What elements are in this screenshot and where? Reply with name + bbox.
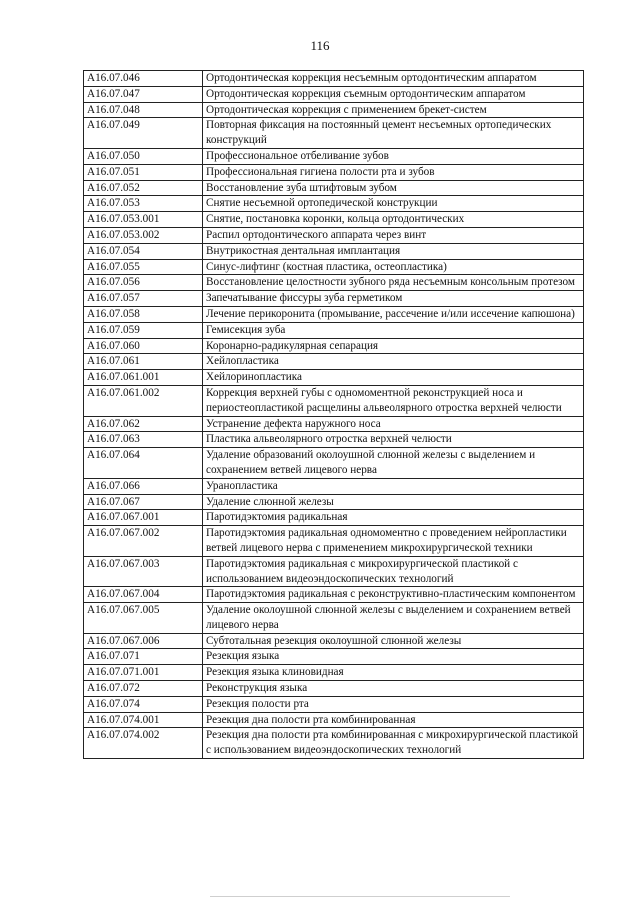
procedure-code: A16.07.049: [84, 118, 203, 149]
procedure-code: A16.07.067.001: [84, 510, 203, 526]
procedure-code: A16.07.059: [84, 322, 203, 338]
procedure-code: A16.07.061.001: [84, 370, 203, 386]
procedure-name: Резекция языка: [203, 649, 584, 665]
procedure-name: Паротидэктомия радикальная с реконструктивно-пластическим компонентом: [203, 587, 584, 603]
procedure-name: Хейлопластика: [203, 354, 584, 370]
procedure-code-table: [83, 70, 584, 759]
procedure-name: Синус-лифтинг (костная пластика, остеопластика): [203, 259, 584, 275]
procedure-code: A16.07.074.002: [84, 728, 203, 759]
procedure-code: A16.07.067.005: [84, 603, 203, 634]
table-row: [84, 603, 584, 634]
procedure-code: A16.07.063: [84, 432, 203, 448]
table-row: [84, 338, 584, 354]
procedure-code: A16.07.074: [84, 696, 203, 712]
table-body: [84, 71, 584, 759]
procedure-code: A16.07.050: [84, 148, 203, 164]
page-bottom-edge: [210, 896, 510, 900]
procedure-code: A16.07.067.006: [84, 633, 203, 649]
table-row: [84, 180, 584, 196]
procedure-code: A16.07.067.003: [84, 556, 203, 587]
procedure-name: Распил ортодонтического аппарата через винт: [203, 227, 584, 243]
table-row: [84, 259, 584, 275]
procedure-code: A16.07.047: [84, 86, 203, 102]
procedure-name: Хейлоринопластика: [203, 370, 584, 386]
table-row: [84, 649, 584, 665]
procedure-name: Удаление образований околоушной слюнной железы с выделением и сохранением ветвей лицевого нерва: [203, 448, 584, 479]
table-row: [84, 275, 584, 291]
procedure-name: Ортодонтическая коррекция съемным ортодонтическим аппаратом: [203, 86, 584, 102]
procedure-name: Паротидэктомия радикальная одномоментно с проведением нейропластики ветвей лицевого нерва с применением микрохирургической техники: [203, 526, 584, 557]
procedure-code: A16.07.054: [84, 243, 203, 259]
procedure-code: A16.07.066: [84, 478, 203, 494]
table-row: [84, 86, 584, 102]
procedure-name: Резекция языка клиновидная: [203, 665, 584, 681]
procedure-name: Повторная фиксация на постоянный цемент несъемных ортопедических конструкций: [203, 118, 584, 149]
procedure-code: A16.07.072: [84, 681, 203, 697]
table-row: [84, 633, 584, 649]
table-row: [84, 712, 584, 728]
table-row: [84, 306, 584, 322]
procedure-code: A16.07.064: [84, 448, 203, 479]
table-row: [84, 416, 584, 432]
table-row: [84, 164, 584, 180]
table-row: [84, 102, 584, 118]
table-row: [84, 71, 584, 87]
procedure-name: Реконструкция языка: [203, 681, 584, 697]
procedure-name: Восстановление зуба штифтовым зубом: [203, 180, 584, 196]
procedure-name: Резекция дна полости рта комбинированная: [203, 712, 584, 728]
table-row: [84, 432, 584, 448]
procedure-name: Коррекция верхней губы с одномоментной реконструкцией носа и периостеопластикой расщелины альвеолярного отростка верхней челюсти: [203, 385, 584, 416]
procedure-code: A16.07.053.002: [84, 227, 203, 243]
procedure-name: Восстановление целостности зубного ряда несъемным консольным протезом: [203, 275, 584, 291]
table-row: [84, 510, 584, 526]
procedure-name: Паротидэктомия радикальная: [203, 510, 584, 526]
table-row: [84, 448, 584, 479]
procedure-name: Лечение перикоронита (промывание, рассечение и/или иссечение капюшона): [203, 306, 584, 322]
table-row: [84, 665, 584, 681]
page-number: 116: [310, 38, 330, 53]
table-row: [84, 243, 584, 259]
procedure-name: Резекция дна полости рта комбинированная с микрохирургической пластикой с использованием видеоэндоскопических технологий: [203, 728, 584, 759]
procedure-code: A16.07.053: [84, 196, 203, 212]
procedure-code: A16.07.056: [84, 275, 203, 291]
table-row: [84, 196, 584, 212]
table-row: [84, 322, 584, 338]
procedure-name: Ортодонтическая коррекция несъемным ортодонтическим аппаратом: [203, 71, 584, 87]
procedure-code: A16.07.058: [84, 306, 203, 322]
procedure-code: A16.07.057: [84, 291, 203, 307]
procedure-code: A16.07.053.001: [84, 212, 203, 228]
table-row: [84, 494, 584, 510]
table-row: [84, 148, 584, 164]
procedure-code: A16.07.074.001: [84, 712, 203, 728]
procedure-name: Удаление слюнной железы: [203, 494, 584, 510]
procedure-code: A16.07.046: [84, 71, 203, 87]
procedure-name: Снятие несъемной ортопедической конструкции: [203, 196, 584, 212]
procedure-name: Резекция полости рта: [203, 696, 584, 712]
procedure-code: A16.07.051: [84, 164, 203, 180]
table-row: [84, 118, 584, 149]
table-row: [84, 370, 584, 386]
table-row: [84, 354, 584, 370]
procedure-name: Гемисекция зуба: [203, 322, 584, 338]
procedure-code: A16.07.055: [84, 259, 203, 275]
table-row: [84, 227, 584, 243]
table-row: [84, 478, 584, 494]
procedure-code: A16.07.071: [84, 649, 203, 665]
procedure-name: Паротидэктомия радикальная с микрохирургической пластикой с использованием видеоэндоскопических технологий: [203, 556, 584, 587]
procedure-code: A16.07.067.004: [84, 587, 203, 603]
procedure-code: A16.07.061: [84, 354, 203, 370]
table-row: [84, 385, 584, 416]
procedure-name: Профессиональное отбеливание зубов: [203, 148, 584, 164]
procedure-code: A16.07.052: [84, 180, 203, 196]
procedure-code: A16.07.048: [84, 102, 203, 118]
procedure-code: A16.07.060: [84, 338, 203, 354]
table-row: [84, 728, 584, 759]
procedure-name: Коронарно-радикулярная сепарация: [203, 338, 584, 354]
table-row: [84, 212, 584, 228]
table-row: [84, 291, 584, 307]
procedure-name: Внутрикостная дентальная имплантация: [203, 243, 584, 259]
table-row: [84, 556, 584, 587]
table-row: [84, 696, 584, 712]
procedure-name: Профессиональная гигиена полости рта и зубов: [203, 164, 584, 180]
procedure-code: A16.07.061.002: [84, 385, 203, 416]
procedure-name: Уранопластика: [203, 478, 584, 494]
procedure-name: Ортодонтическая коррекция с применением брекет-систем: [203, 102, 584, 118]
procedure-code: A16.07.067.002: [84, 526, 203, 557]
procedure-name: Субтотальная резекция околоушной слюнной железы: [203, 633, 584, 649]
procedure-name: Удаление околоушной слюнной железы с выделением и сохранением ветвей лицевого нерва: [203, 603, 584, 634]
table-row: [84, 587, 584, 603]
table-row: [84, 526, 584, 557]
procedure-name: Запечатывание фиссуры зуба герметиком: [203, 291, 584, 307]
procedure-name: Снятие, постановка коронки, кольца ортодонтических: [203, 212, 584, 228]
procedure-code: A16.07.071.001: [84, 665, 203, 681]
procedure-code: A16.07.062: [84, 416, 203, 432]
table-row: [84, 681, 584, 697]
procedure-name: Устранение дефекта наружного носа: [203, 416, 584, 432]
procedure-code: A16.07.067: [84, 494, 203, 510]
procedure-name: Пластика альвеолярного отростка верхней челюсти: [203, 432, 584, 448]
